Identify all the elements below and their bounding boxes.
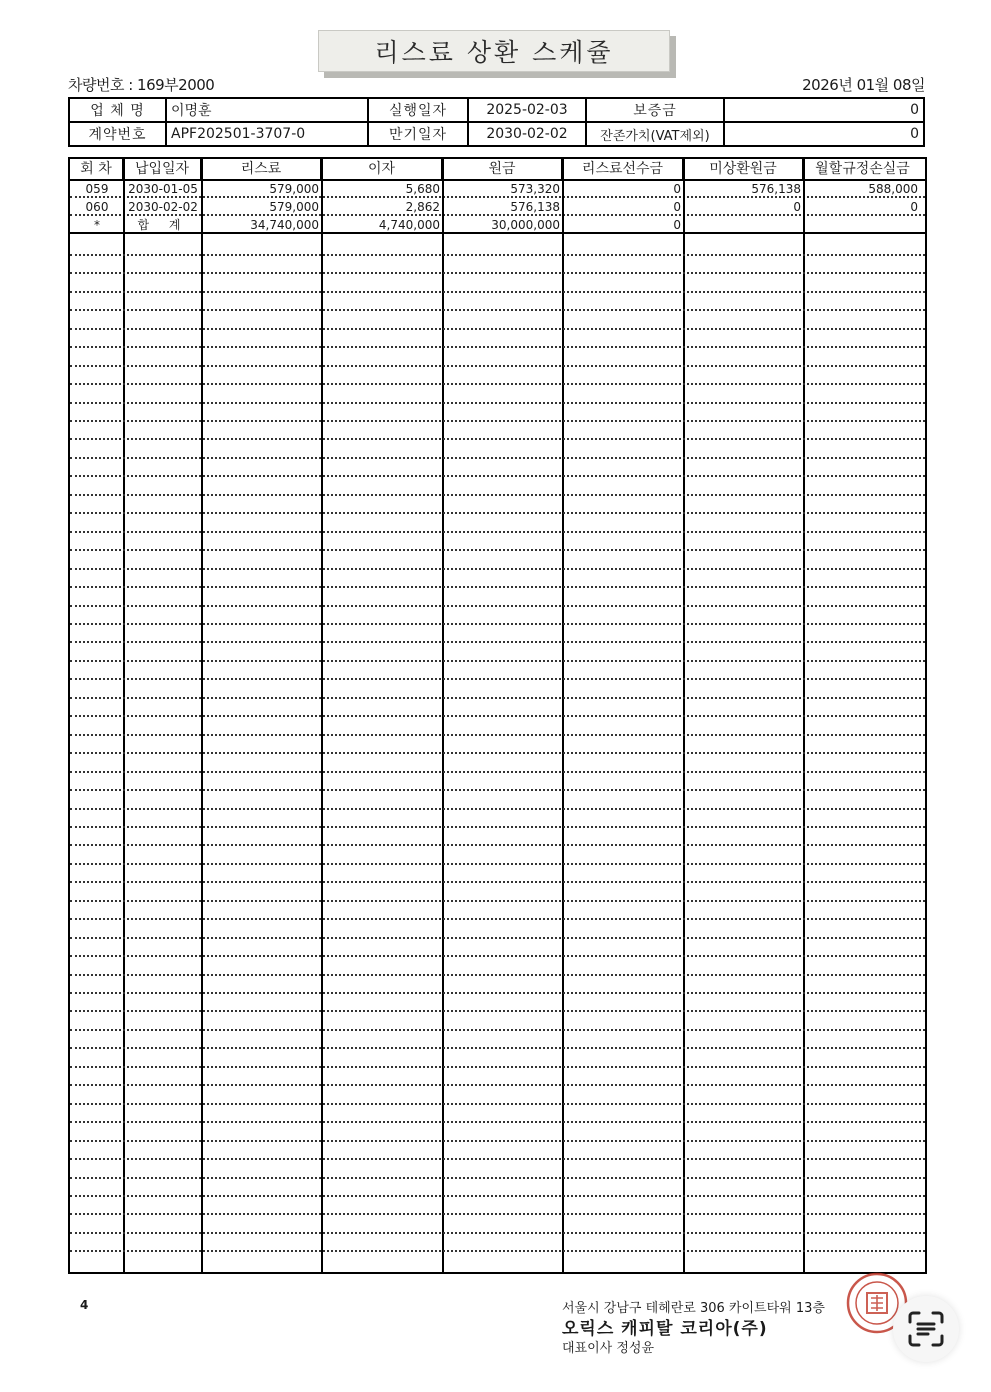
cell-loss: 588,000 [868,182,918,196]
ruled-line [70,955,925,957]
header-cell: 리스료선수금 [563,159,684,179]
ruled-line [70,512,925,514]
ruled-line [70,641,925,643]
ruled-line [70,1103,925,1105]
ruled-line [70,992,925,994]
ruled-line [70,494,925,496]
info-row [69,98,924,122]
ruled-line [70,549,925,551]
ruled-line [70,1177,925,1179]
residual-label: 잔존가치(VAT제외) [586,122,724,146]
ruled-line [70,844,925,846]
header-cell: 월할규정손실금 [815,161,910,177]
document-title: 리스료 상환 스케쥴 [318,30,670,72]
total-principal: 30,000,000 [491,218,560,232]
table-row [70,199,925,216]
ruled-line [70,678,925,680]
ruled-line [70,605,925,607]
cell-no: 060 [85,200,109,214]
contract-label: 계약번호 [69,122,166,146]
ruled-line [70,697,925,699]
ruled-line [70,438,925,440]
table-row [70,181,925,198]
ruled-line [70,365,925,367]
total-advance: 0 [673,218,681,232]
ruled-line [70,1250,925,1252]
ruled-line [70,402,925,404]
ruled-line [70,881,925,883]
ruled-line [70,623,925,625]
cell-no: * [94,218,100,232]
ruled-line [70,346,925,348]
header-cell: 리스료 [202,159,322,179]
ruled-line [70,586,925,588]
cell-no: 059 [85,182,109,196]
cell-empty [804,217,921,232]
exec-date-value: 2025-02-03 [468,98,586,122]
header-cell: 회 차 [70,159,124,179]
contract-value: APF202501-3707-0 [166,122,368,146]
residual-value: 0 [724,122,924,146]
ruled-line [70,272,925,274]
ruled-line [70,752,925,754]
cell-lease: 579,000 [269,200,319,214]
ruled-line [70,918,925,920]
cell-principal: 576,138 [510,200,560,214]
ruled-line [70,254,925,256]
ruled-line [70,1047,925,1049]
cell-interest: 2,862 [405,200,440,214]
ruled-line [70,660,925,662]
maturity-value: 2030-02-02 [468,122,586,146]
scan-text-icon [906,1309,946,1349]
ruled-line [70,900,925,902]
page-mark: 4 [80,1298,89,1312]
info-row [69,122,924,146]
ruled-line [70,863,925,865]
cell-advance: 0 [673,182,681,196]
ruled-line [70,1066,925,1068]
ruled-line [70,1010,925,1012]
ruled-line [70,1158,925,1160]
print-date: 2026년 01월 08일 [802,76,925,94]
ruled-line [70,771,925,773]
ruled-line [70,1140,925,1142]
ruled-line [70,291,925,293]
ruled-line [70,475,925,477]
company-label: 업 체 명 [69,98,166,122]
ruled-line [70,808,925,810]
exec-date-label: 실행일자 [368,98,468,122]
ruled-line [70,937,925,939]
deposit-label: 보증금 [586,98,724,122]
company-address: 서울시 강남구 테헤란로 306 카이트타워 13층 [562,1301,825,1316]
ruled-line [70,1084,925,1086]
cell-lease: 579,000 [269,182,319,196]
ruled-line [70,734,925,736]
ruled-line [70,531,925,533]
cell-unpaid: 576,138 [751,182,801,196]
maturity-label: 만기일자 [368,122,468,146]
header-cell: 납입일자 [124,159,202,179]
schedule-header [70,159,925,181]
ruled-line [70,328,925,330]
total-lease: 34,740,000 [250,218,319,232]
company-name: 오릭스 캐피탈 코리아(주) [562,1319,768,1339]
cell-empty [684,217,804,232]
vehicle-number: 차량번호 : 169부2000 [68,76,215,94]
cell-date: 2030-01-05 [128,182,198,196]
ruled-line [70,826,925,828]
total-row [70,217,925,234]
ruled-line [70,715,925,717]
cell-interest: 5,680 [405,182,440,196]
ruled-line [70,1029,925,1031]
company-ceo: 대표이사 정성윤 [562,1341,655,1356]
ruled-line [70,568,925,570]
company-block [562,1300,862,1358]
schedule-table [68,157,927,1274]
ruled-line [70,420,925,422]
contract-info-table [68,97,925,147]
ruled-line [70,1121,925,1123]
ruled-line [70,457,925,459]
cell-unpaid: 0 [793,200,801,214]
total-label: 합 계 [137,218,189,232]
cell-advance: 0 [673,200,681,214]
company-value: 이명훈 [166,98,368,122]
ruled-line [70,789,925,791]
ruled-line [70,309,925,311]
ruled-line [70,974,925,976]
ruled-line [70,1195,925,1197]
cell-loss: 0 [910,200,918,214]
ruled-line [70,1213,925,1215]
scan-text-button[interactable] [893,1296,959,1362]
total-interest: 4,740,000 [378,218,440,232]
cell-date: 2030-02-02 [128,200,198,214]
header-cell: 미상환원금 [684,159,804,179]
header-cell: 이자 [322,159,443,179]
header-cell: 원금 [443,159,563,179]
ruled-line [70,383,925,385]
ruled-line [70,1232,925,1234]
deposit-value: 0 [724,98,924,122]
cell-principal: 573,320 [510,182,560,196]
